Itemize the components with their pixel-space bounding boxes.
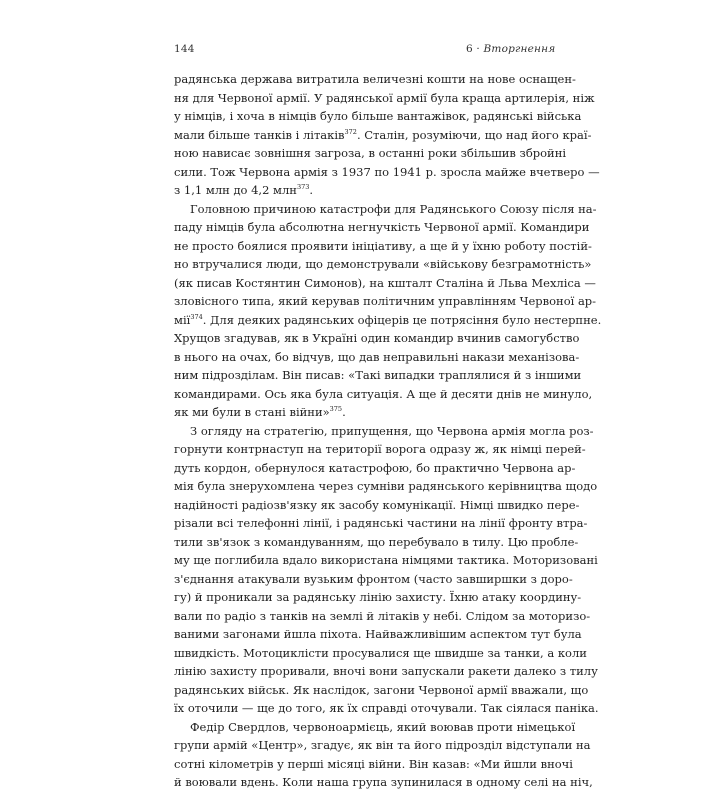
line-text-continued: .: [309, 183, 314, 197]
line-text: з'єднання атакували вузьким фронтом (часто завширшки з доро-: [174, 571, 573, 586]
line-text: швидкість. Мотоциклісти просувалися ще швидше за танки, а коли: [174, 645, 587, 660]
text-line: [174, 607, 591, 626]
text-line: [174, 70, 576, 89]
line-text: сотні кілометрів у перші місяці війни. Він казав: «Ми йшли вночі: [174, 756, 573, 771]
footnote-ref: 375: [329, 405, 343, 414]
line-text: ною нависає зовнішня загроза, в останні роки збільшив збройні: [174, 146, 567, 160]
text-line: [174, 200, 597, 219]
footnote-ref: 372: [344, 127, 357, 136]
line-text: горнути контрнаступ на території ворога одразу ж, як німці перей-: [174, 442, 586, 456]
line-text: їх оточили — ще до того, як їх справді оточували. Так сіялася паніка.: [174, 701, 599, 715]
text-line: [174, 89, 595, 108]
line-text-continued: . Сталін, розуміючи, що над його краї-: [356, 127, 592, 142]
footnote-ref: 374: [190, 312, 203, 321]
line-text: командирами. Ось яка була ситуація. А ще й десяти днів не минуло,: [174, 386, 593, 401]
text-line: [174, 218, 590, 237]
text-line: [174, 662, 598, 681]
text-line: [174, 551, 598, 570]
line-text: З огляду на стратегію, припущення, що Червона армія могла роз-: [190, 423, 594, 438]
line-text: мали більше танків і літаків: [174, 127, 345, 142]
text-line: [174, 107, 582, 126]
footnote-ref: 373: [296, 183, 310, 192]
running-chapter-title: [466, 43, 555, 55]
line-text: різали всі телефонні лінії, і радянські частини на лінії фронту втра-: [174, 516, 588, 530]
text-line: [174, 403, 546, 422]
line-text: в нього на очах, бо відчув, що дав неправильні накази механізова-: [174, 349, 580, 364]
line-text: й воювали вдень. Коли наша група зупинилася в одному селі на ніч,: [174, 775, 593, 789]
text-line: [174, 514, 588, 533]
text-line: [174, 329, 580, 348]
text-line: [174, 366, 582, 385]
line-text: радянська держава витратила величезні кошти на нове оснащен-: [174, 72, 576, 86]
text-line: [174, 496, 580, 515]
text-line: [174, 718, 576, 737]
text-line: [174, 255, 592, 274]
text-line: [174, 570, 573, 589]
line-text: не просто боялися проявити ініціативу, а ще й у їхню роботу постій-: [174, 238, 592, 253]
line-text: ня для Червоної армії. У радянської армії була краща артилерія, ніж: [174, 90, 595, 105]
text-line: [174, 181, 546, 200]
line-text: сили. Тож Червона армія з 1937 по 1941 р. зросла майже вчетверо —: [174, 164, 600, 179]
text-line: [174, 163, 600, 182]
line-text: но втручалися люди, що демонстрували «військову безграмотність»: [174, 257, 592, 271]
text-line: [174, 773, 593, 792]
text-line: [174, 625, 582, 644]
chapter-title: Вторгнення: [483, 43, 556, 55]
line-text: мія була знерухомлена через сумніви радянського керівництва щодо: [174, 479, 598, 493]
text-line: [174, 588, 582, 607]
text-line: [174, 385, 593, 404]
line-text: вали по радіо з танків на землі й літаків у небі. Слідом за моторизо-: [174, 608, 591, 623]
text-line: [174, 533, 579, 552]
line-text: як ми були в стані війни»: [174, 405, 330, 419]
line-text: мії: [174, 312, 191, 327]
text-line: [174, 681, 589, 700]
line-text: (як писав Костянтин Симонов), на кшталт Сталіна й Льва Мехліса —: [174, 275, 596, 290]
line-text: гу) й проникали за радянську лінію захисту. Їхню атаку координу-: [174, 590, 582, 604]
text-line: [174, 736, 591, 755]
text-line: [174, 311, 602, 330]
line-text: радянських військ. Як наслідок, загони Червоної армії вважали, що: [174, 682, 589, 697]
body-text: [174, 70, 602, 792]
line-text: дуть кордон, обернулося катастрофою, бо практично Червона ар-: [174, 460, 576, 475]
text-line: [174, 755, 573, 774]
line-text-continued: .: [342, 405, 346, 419]
text-line: [174, 440, 586, 459]
text-line: [174, 699, 599, 718]
text-line: [174, 422, 594, 441]
text-line: [174, 477, 598, 496]
text-line: [174, 274, 596, 293]
text-line: [174, 126, 592, 145]
line-text: зловісного типа, який керував політичним управлінням Червоної ар-: [174, 294, 597, 308]
line-text: ваними загонами йшла піхота. Найважливішим аспектом тут була: [174, 627, 582, 641]
text-line: [174, 237, 592, 256]
chapter-prefix: 6 ·: [466, 43, 484, 55]
text-line: [174, 292, 597, 311]
page-number: 144: [174, 43, 195, 55]
text-line: [174, 644, 587, 663]
line-text-continued: . Для деяких радянських офіцерів це потрясіння було нестерпне.: [202, 312, 602, 327]
text-line: [174, 459, 576, 478]
line-text: у німців, і хоча в німців було більше вантажівок, радянські війська: [174, 109, 582, 123]
line-text: групи армій «Центр», згадує, як він та його підрозділ відступали на: [174, 738, 591, 752]
line-text: Федір Свердлов, червоноармієць, який воював проти німецької: [190, 719, 576, 734]
text-line: [174, 144, 567, 163]
line-text: лінію захисту проривали, вночі вони запускали ракети далеко з тилу: [174, 664, 598, 678]
line-text: паду німців була абсолютна негнучкість Червоної армії. Командири: [174, 220, 590, 234]
text-line: [174, 348, 580, 367]
line-text: надійності радіозв'язку як засобу комунікації. Німці швидко пере-: [174, 497, 580, 512]
line-text: му ще поглибила вдало використана німцями тактика. Моторизовані: [174, 553, 598, 567]
line-text: ним підрозділам. Він писав: «Такі випадки траплялися й з іншими: [174, 368, 582, 382]
line-text: тили зв'язок з командуванням, що перебувало в тилу. Цю пробле-: [174, 534, 579, 549]
line-text: з 1,1 млн до 4,2 млн: [174, 183, 297, 197]
line-text: Головною причиною катастрофи для Радянського Союзу після на-: [190, 201, 597, 216]
line-text: Хрущов згадував, як в Україні один командир вчинив самогубство: [174, 331, 580, 345]
